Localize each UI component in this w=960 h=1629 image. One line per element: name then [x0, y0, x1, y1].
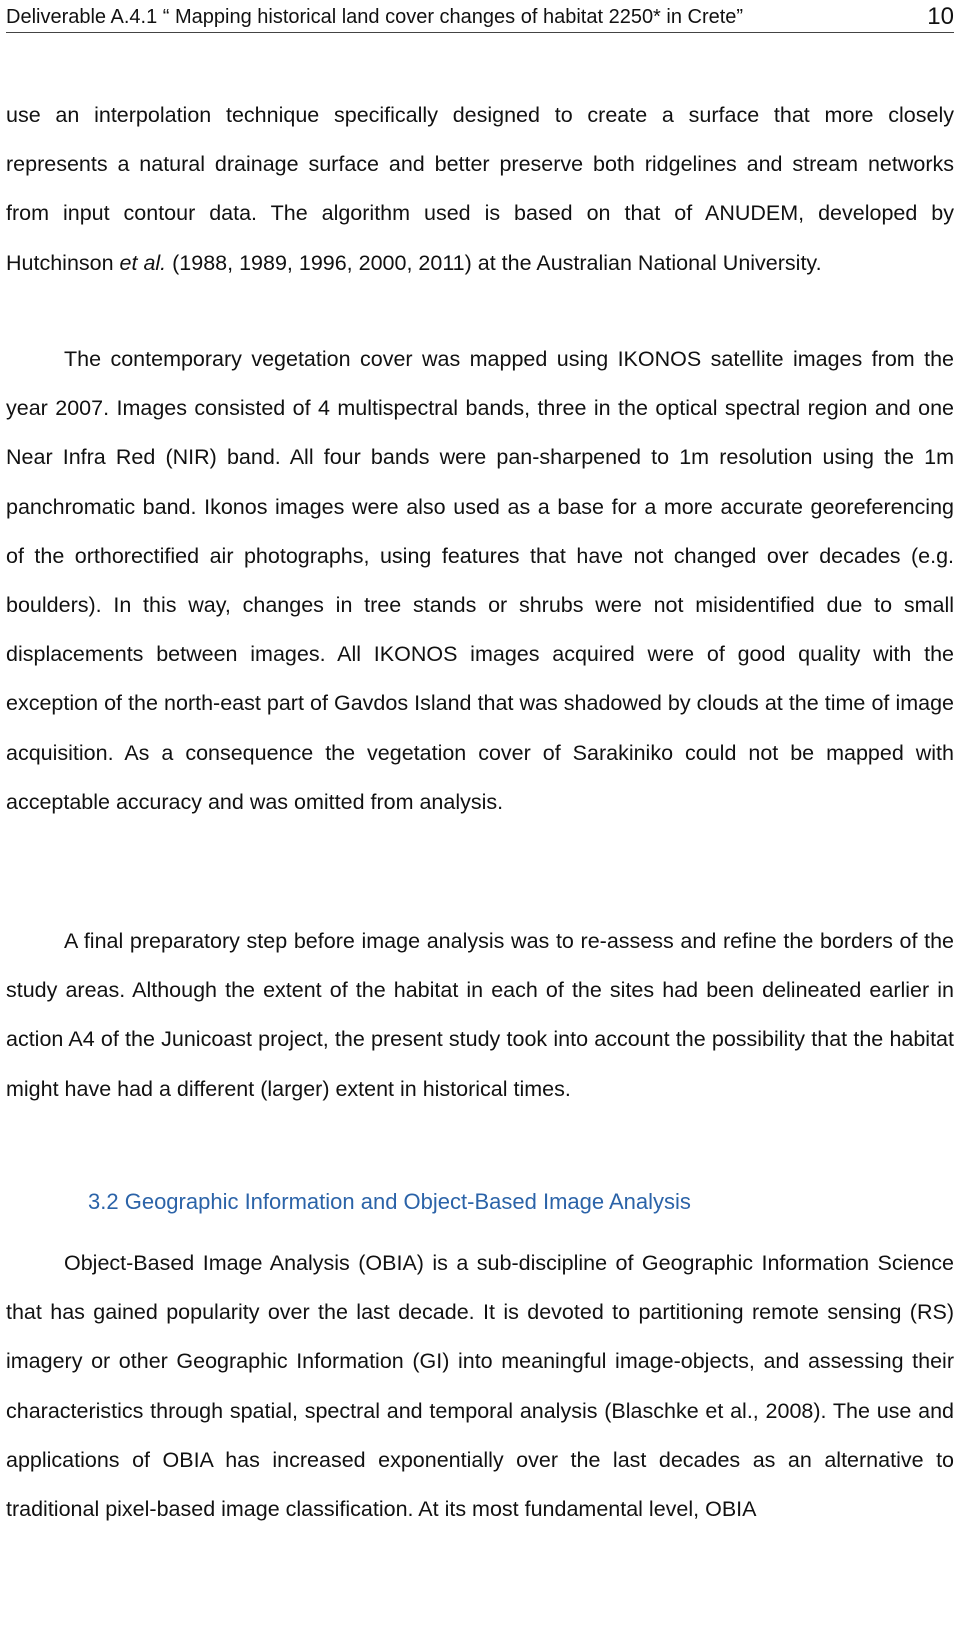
paragraph-obia-intro: Object-Based Image Analysis (OBIA) is a sub-discipline of Geographic Information Science that has gained popularity over the last decade. It is devoted to partitioning remote sensing (RS) imagery or other Geographic Information (GI) into meaningful image-objects, and assessing their characteristics through spatial, spectral and temporal analysis (Blaschke et al., 2008). The use and applications of OBIA has increased exponentially over the last decades as an alternative to traditional pixel-based image classification. At its most fundamental level, OBIA: [6, 1251, 954, 1522]
paragraph-1-text-a: use an interpolation technique specifically designed to create a surface that more closely represents a natural drainage surface and better preserve both ridgelines and stream networks from input contour data. The algorithm used is based on that of ANUDEM, developed by Hutchinson: [6, 103, 954, 275]
page-number: 10: [927, 3, 954, 30]
paragraph-drainage-interpolation: [6, 91, 954, 288]
running-header: [6, 2, 954, 33]
paragraph-study-area-borders: A final preparatory step before image analysis was to re-assess and refine the borders of the study areas. Although the extent of the habitat in each of the sites had been delineated earlier in action A4 of the Junicoast project, the present study took into account the possibility that the habitat might have had a different (larger) extent in historical times.: [6, 929, 954, 1101]
header-title: Deliverable A.4.1 “ Mapping historical land cover changes of habitat 2250* in Crete”: [6, 6, 744, 28]
paragraph-1-text-b: (1988, 1989, 1996, 2000, 2011) at the Australian National University.: [166, 250, 822, 275]
section-heading: [88, 1180, 691, 1224]
section-title: Geographic Information and Object-Based Image Analysis: [124, 1189, 691, 1214]
paragraph-1-italic: et al.: [119, 250, 167, 275]
section-number: 3.2: [88, 1189, 119, 1214]
paragraph-ikonos-imagery: The contemporary vegetation cover was mapped using IKONOS satellite images from the year 2007. Images consisted of 4 multispectral bands, three in the optical spectral region and one Near Infra Red (NIR) band. All four bands were pan-sharpened to 1m resolution using the 1m panchromatic band. Ikonos images were also used as a base for a more accurate georeferencing of the orthorectified air photographs, using features that have not changed over decades (e.g. boulders). In this way, changes in tree stands or shrubs were not misidentified due to small displacements between images. All IKONOS images acquired were of good quality with the exception of the north-east part of Gavdos Island that was shadowed by clouds at the time of image acquisition. As a consequence the vegetation cover of Sarakiniko could not be mapped with acceptable accuracy and was omitted from analysis.: [6, 347, 954, 814]
